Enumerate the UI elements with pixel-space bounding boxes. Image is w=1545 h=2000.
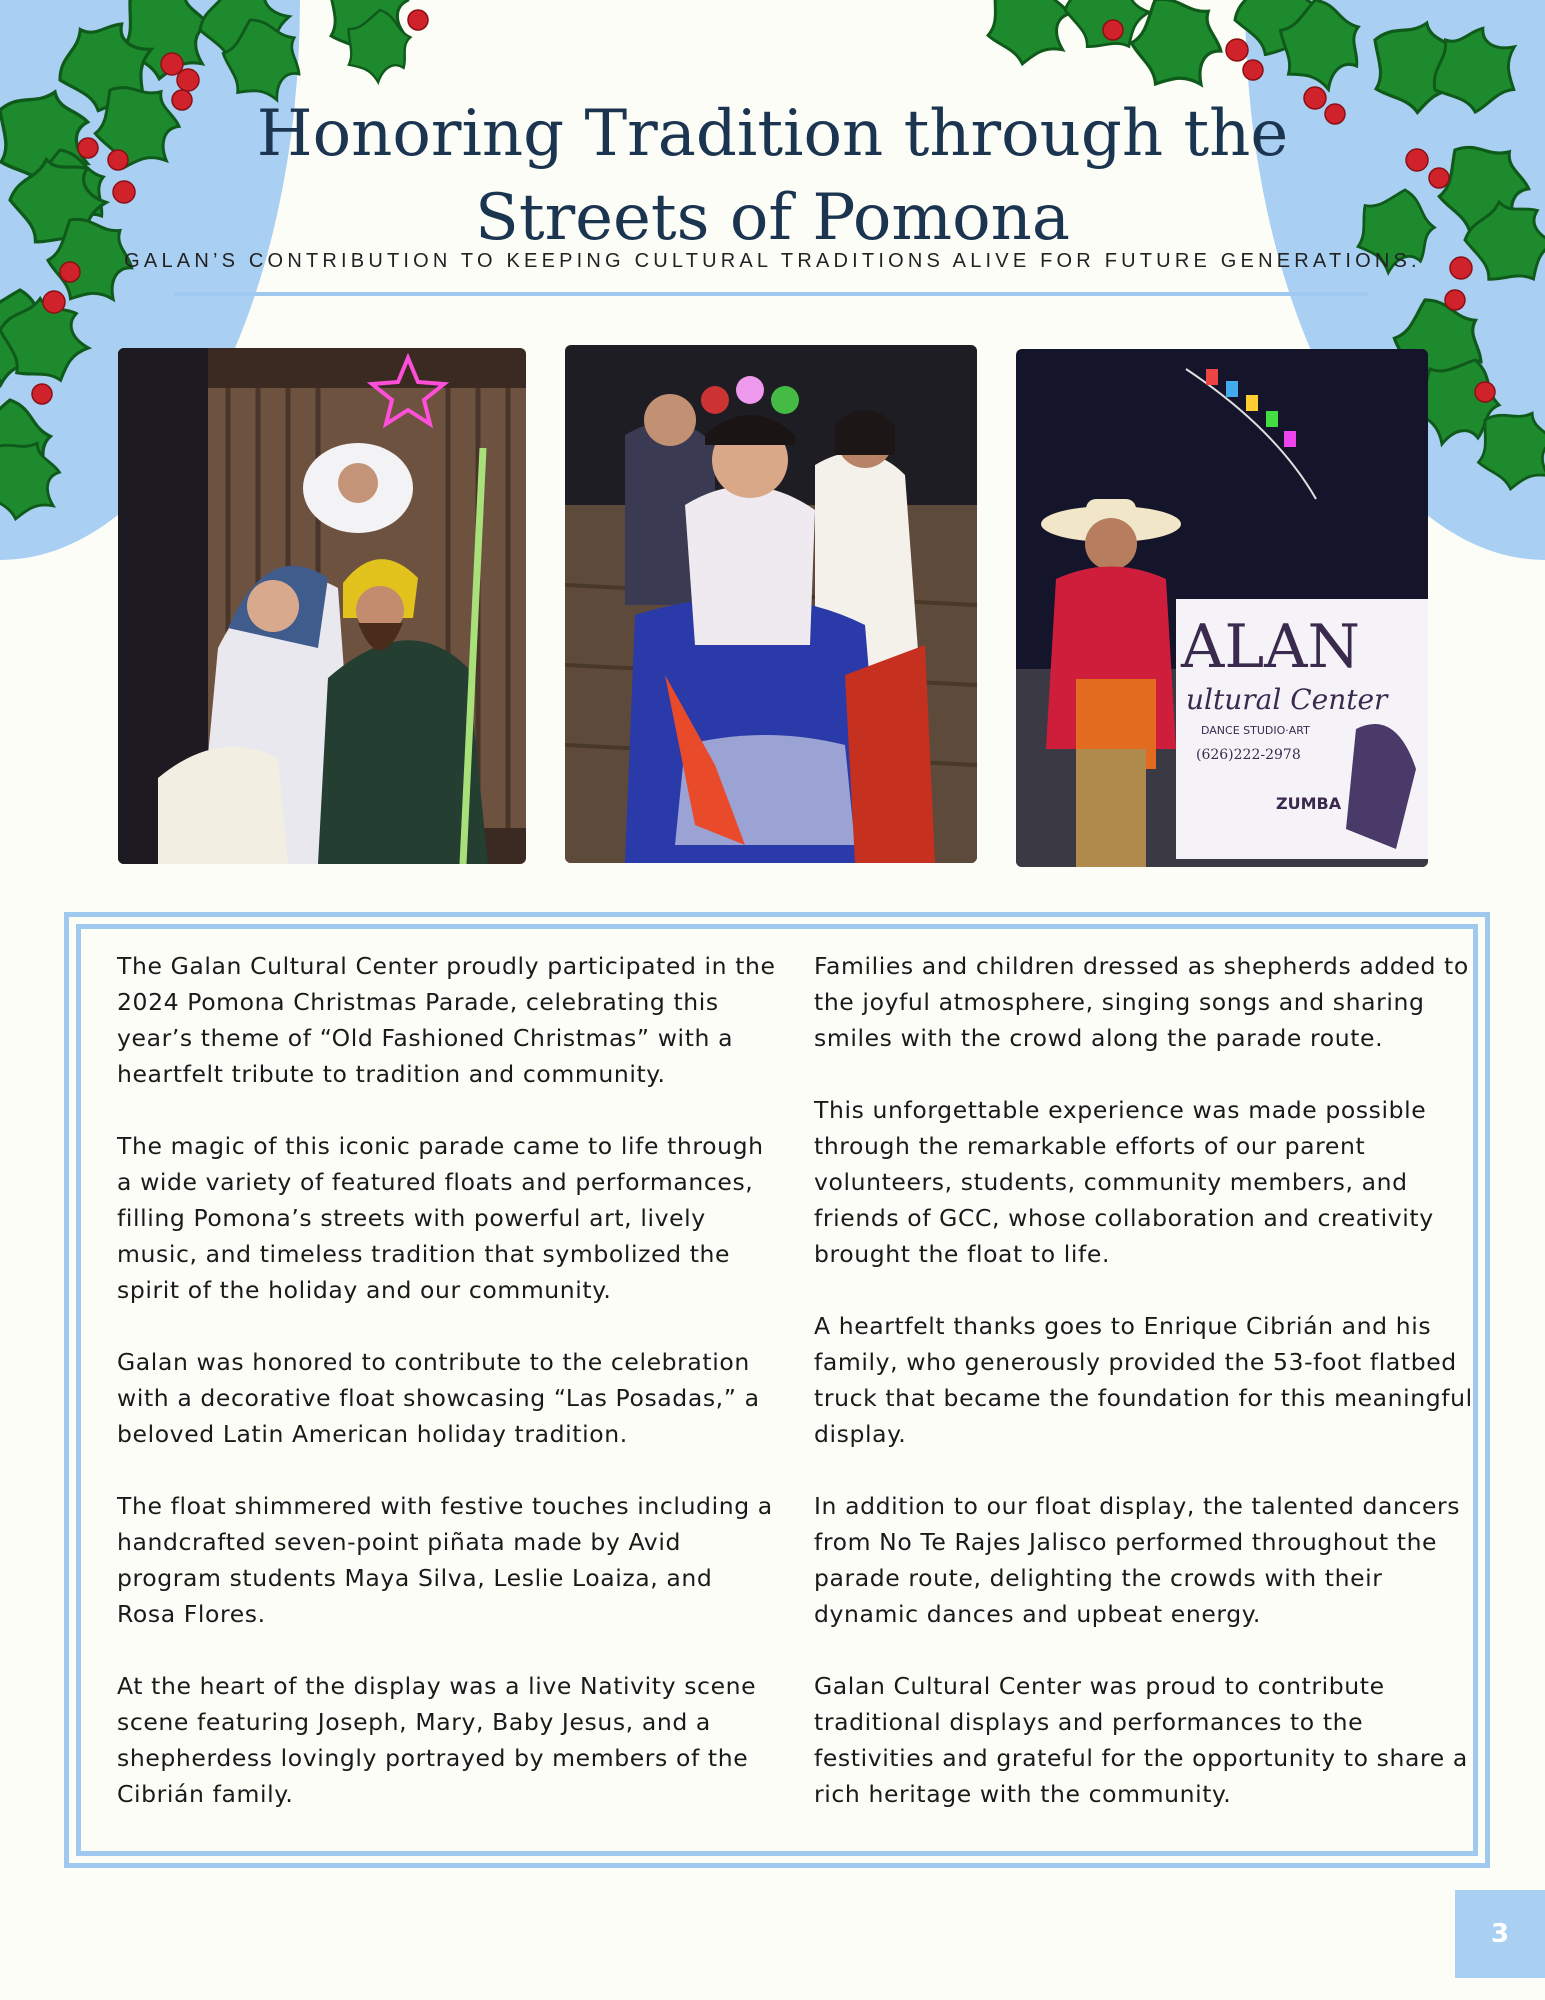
title-line-2: Streets of Pomona bbox=[475, 181, 1070, 255]
page-number: 3 bbox=[1455, 1890, 1545, 1978]
banner-subtitle-text: ultural Center bbox=[1186, 683, 1388, 716]
article-paragraph: At the heart of the display was a live Nativity scene scene featuring Joseph, Mary, Baby Jesus, and a shepherdess lovingly portrayed by members of the Cibrián family. bbox=[117, 1672, 757, 1808]
page-subtitle: GALAN’S CONTRIBUTION TO KEEPING CULTURAL TRADITIONS ALIVE FOR FUTURE GENERATIONS. bbox=[124, 250, 1421, 272]
article-column-right bbox=[814, 948, 1474, 1848]
header-divider bbox=[174, 292, 1368, 296]
article-paragraph: The Galan Cultural Center proudly participated in the 2024 Pomona Christmas Parade, celebrating this year’s theme of “Old Fashioned Christmas” with a heartfelt tribute to tradition and community. bbox=[117, 952, 776, 1088]
article-paragraph: Galan was honored to contribute to the celebration with a decorative float showcasing “Las Posadas,” a beloved Latin American holiday tradition. bbox=[117, 1348, 760, 1448]
article-paragraph: In addition to our float display, the talented dancers from No Te Rajes Jalisco performed throughout the parade route, delighting the crowds with their dynamic dances and upbeat energy. bbox=[814, 1492, 1461, 1628]
article-paragraph: The float shimmered with festive touches including a handcrafted seven-point piñata made by Avid program students Maya Silva, Leslie Loaiza, and Rosa Flores. bbox=[117, 1492, 773, 1628]
banner-title-text: ALAN bbox=[1181, 612, 1361, 682]
article-paragraph: Families and children dressed as shepherds added to the joyful atmosphere, singing songs and sharing smiles with the crowd along the parade route. bbox=[814, 952, 1469, 1052]
banner-phone-text: (626)222-2978 bbox=[1196, 747, 1301, 763]
article-paragraph: The magic of this iconic parade came to life through a wide variety of featured floats and performances, filling Pomona’s streets with powerful art, lively music, and timeless tradition that symbolized the spirit of the holiday and our community. bbox=[117, 1132, 764, 1304]
banner-zumba-text: ZUMBA bbox=[1276, 794, 1342, 813]
photo-nativity-scene bbox=[118, 348, 526, 864]
title-line-1: Honoring Tradition through the bbox=[256, 97, 1289, 171]
photo-children-in-costume bbox=[565, 345, 977, 863]
article-column-left bbox=[117, 948, 777, 1848]
photo-galan-banner bbox=[1016, 349, 1428, 867]
article-paragraph: A heartfelt thanks goes to Enrique Cibrián and his family, who generously provided the 53-foot flatbed truck that became the foundation for this meaningful display. bbox=[814, 1312, 1473, 1448]
page-title bbox=[0, 92, 1545, 260]
article-paragraph: Galan Cultural Center was proud to contribute traditional displays and performances to the festivities and grateful for the opportunity to share a rich heritage with the community. bbox=[814, 1672, 1468, 1808]
article-paragraph: This unforgettable experience was made possible through the remarkable efforts of our parent volunteers, students, community members, and friends of GCC, whose collaboration and creativity brought the float to life. bbox=[814, 1096, 1434, 1268]
banner-line-text: DANCE STUDIO·ART bbox=[1201, 724, 1310, 737]
